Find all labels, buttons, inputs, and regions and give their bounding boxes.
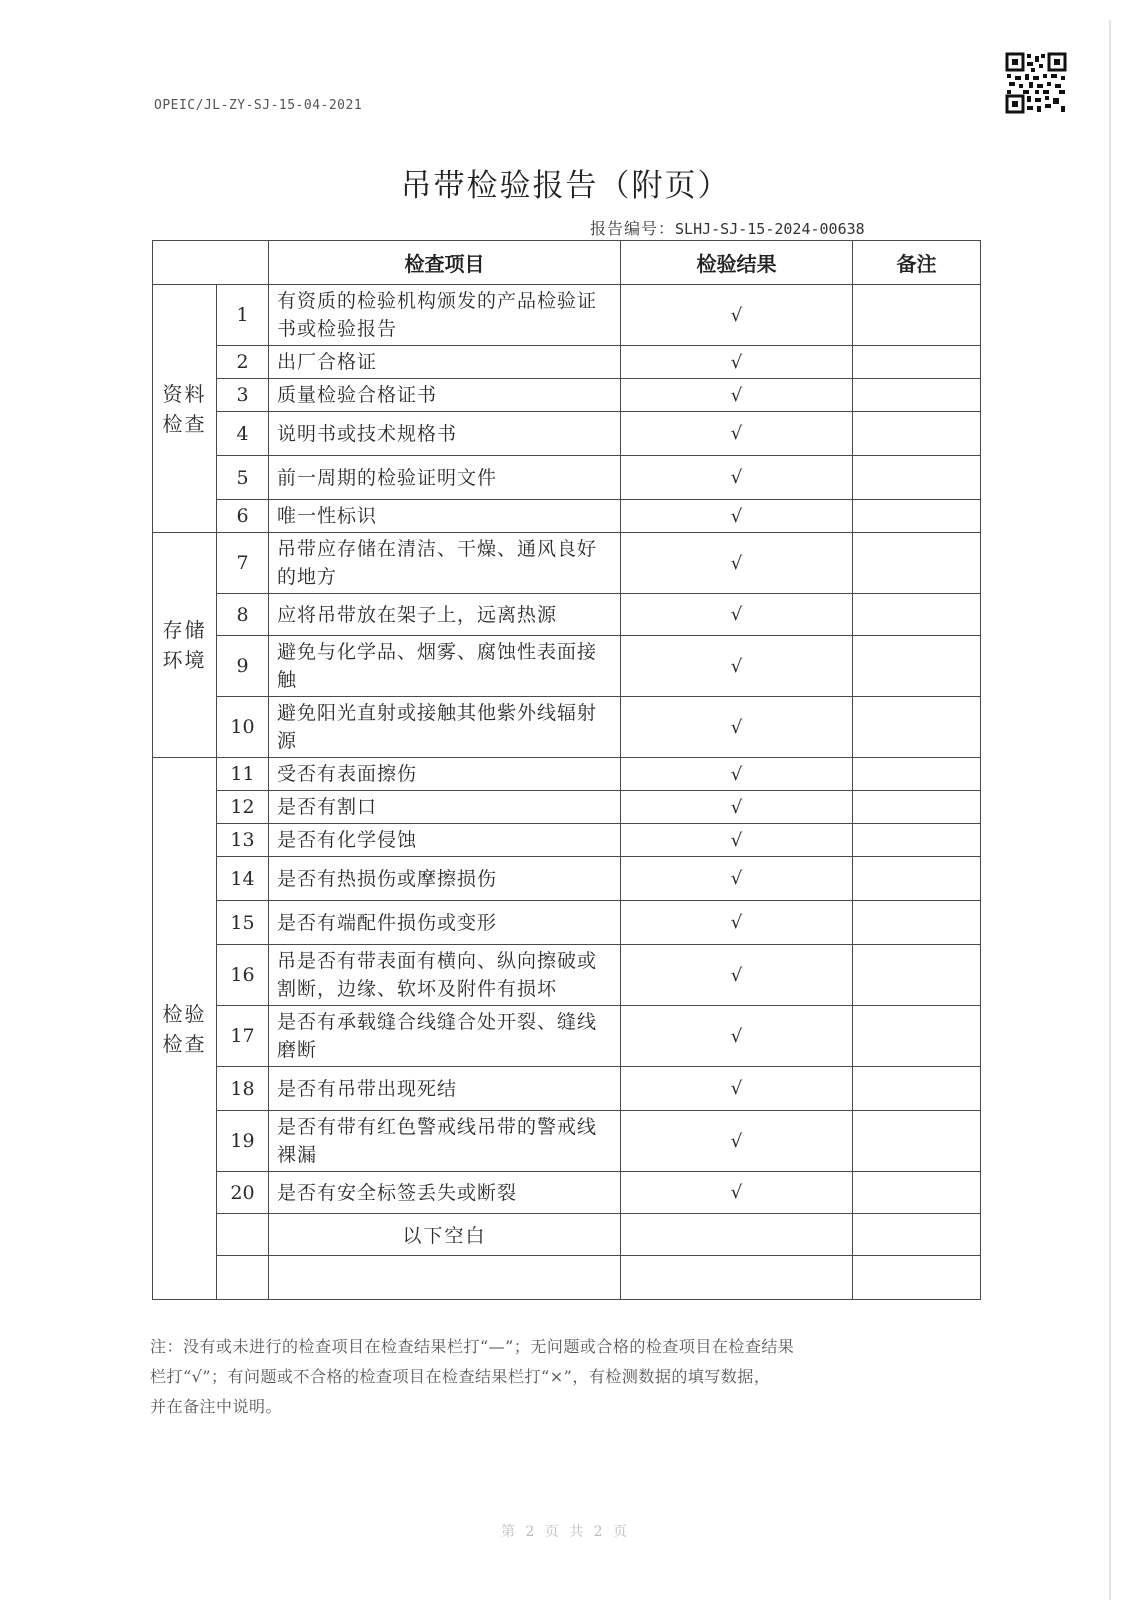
check-result: √ [621,379,853,412]
check-item: 有资质的检验机构颁发的产品检验证书或检验报告 [269,285,621,346]
check-item: 质量检验合格证书 [269,379,621,412]
document-code: OPEIC/JL-ZY-SJ-15-04-2021 [154,98,363,113]
check-result: √ [621,791,853,824]
table-header-row [153,241,981,285]
category-cell: 检验检查 [153,758,217,1300]
remark-cell [853,412,981,456]
table-row [153,1111,981,1172]
remark-cell [853,636,981,697]
remark-cell [853,285,981,346]
check-item: 避免阳光直射或接触其他紫外线辐射源 [269,697,621,758]
check-result: √ [621,1067,853,1111]
footnote-line: 并在备注中说明。 [150,1397,283,1416]
row-number: 2 [217,346,269,379]
row-number: 16 [217,945,269,1006]
scan-edge [1109,20,1111,1600]
check-result: √ [621,346,853,379]
remark-cell [853,824,981,857]
check-result: √ [621,945,853,1006]
check-result: √ [621,758,853,791]
page-title: 吊带检验报告（附页） [400,168,731,204]
row-number: 4 [217,412,269,456]
category-cell: 存储环境 [153,533,217,758]
table-row [153,945,981,1006]
category-cell: 资料检查 [153,285,217,533]
inspection-table [152,240,981,1300]
report-number-value: SLHJ-SJ-15-2024-00638 [675,220,865,238]
remark-cell [853,1111,981,1172]
check-result: √ [621,1111,853,1172]
row-number: 17 [217,1006,269,1067]
row-number: 6 [217,500,269,533]
header-remark: 备注 [853,241,981,285]
row-number: 11 [217,758,269,791]
table-row [153,594,981,636]
report-number-label: 报告编号： [590,219,676,238]
table-row [153,901,981,945]
check-result: √ [621,533,853,594]
remark-cell [853,1214,981,1256]
footnote-line: 注：没有或未进行的检查项目在检查结果栏打“—”；无问题或合格的检查项目在检查结果 [150,1337,795,1356]
footnote-line: 栏打“√”；有问题或不合格的检查项目在检查结果栏打“×”，有检测数据的填写数据， [150,1367,771,1386]
row-number [217,1256,269,1300]
row-number: 13 [217,824,269,857]
table-row [153,857,981,901]
qr-code-icon [1005,52,1067,114]
row-number: 7 [217,533,269,594]
check-item: 出厂合格证 [269,346,621,379]
check-item [269,1256,621,1300]
check-item: 唯一性标识 [269,500,621,533]
remark-cell [853,901,981,945]
check-item: 是否有吊带出现死结 [269,1067,621,1111]
remark-cell [853,456,981,500]
check-item: 是否有热损伤或摩擦损伤 [269,857,621,901]
check-result: √ [621,285,853,346]
table-row [153,1067,981,1111]
check-result: √ [621,636,853,697]
header-result: 检验结果 [621,241,853,285]
check-result: √ [621,500,853,533]
remark-cell [853,791,981,824]
check-result: √ [621,901,853,945]
check-result: √ [621,824,853,857]
table-row [153,697,981,758]
check-item: 前一周期的检验证明文件 [269,456,621,500]
row-number: 20 [217,1172,269,1214]
table-row [153,791,981,824]
remark-cell [853,1067,981,1111]
table-row [153,758,981,791]
check-item: 是否有承载缝合线缝合处开裂、缝线磨断 [269,1006,621,1067]
footnote [150,1332,940,1422]
table-row [153,1006,981,1067]
table-row [153,533,981,594]
row-number: 14 [217,857,269,901]
remark-cell [853,1006,981,1067]
remark-cell [853,594,981,636]
check-item: 说明书或技术规格书 [269,412,621,456]
table-row [153,285,981,346]
report-number [590,216,865,239]
table-row [153,412,981,456]
check-result: √ [621,412,853,456]
check-item: 受否有表面擦伤 [269,758,621,791]
remark-cell [853,346,981,379]
check-result: √ [621,857,853,901]
check-item: 是否有带有红色警戒线吊带的警戒线裸漏 [269,1111,621,1172]
check-result: √ [621,456,853,500]
table-row [153,1256,981,1300]
check-item: 避免与化学品、烟雾、腐蚀性表面接触 [269,636,621,697]
row-number: 5 [217,456,269,500]
row-number: 1 [217,285,269,346]
row-number: 3 [217,379,269,412]
row-number: 9 [217,636,269,697]
table-row [153,379,981,412]
blank-marker: 以下空白 [269,1214,621,1256]
check-result: √ [621,697,853,758]
table-row [153,456,981,500]
row-number: 8 [217,594,269,636]
row-number [217,1214,269,1256]
check-item: 是否有安全标签丢失或断裂 [269,1172,621,1214]
remark-cell [853,758,981,791]
header-empty-cell [153,241,269,285]
table-row [153,636,981,697]
row-number: 10 [217,697,269,758]
check-result: √ [621,1006,853,1067]
check-item: 吊带应存储在清洁、干燥、通风良好的地方 [269,533,621,594]
remark-cell [853,379,981,412]
remark-cell [853,500,981,533]
remark-cell [853,945,981,1006]
table-row [153,824,981,857]
check-result: √ [621,594,853,636]
check-result [621,1256,853,1300]
page-number: 第 2 页 共 2 页 [500,1524,631,1540]
row-number: 15 [217,901,269,945]
row-number: 18 [217,1067,269,1111]
remark-cell [853,857,981,901]
check-item: 是否有割口 [269,791,621,824]
remark-cell [853,1172,981,1214]
row-number: 12 [217,791,269,824]
check-result: √ [621,1172,853,1214]
check-result [621,1214,853,1256]
remark-cell [853,697,981,758]
header-item: 检查项目 [269,241,621,285]
table-row [153,500,981,533]
check-item: 应将吊带放在架子上，远离热源 [269,594,621,636]
check-item: 是否有端配件损伤或变形 [269,901,621,945]
remark-cell [853,533,981,594]
table-row [153,346,981,379]
table-row [153,1214,981,1256]
remark-cell [853,1256,981,1300]
row-number: 19 [217,1111,269,1172]
check-item: 是否有化学侵蚀 [269,824,621,857]
table-row [153,1172,981,1214]
check-item: 吊是否有带表面有横向、纵向擦破或割断，边缘、软坏及附件有损坏 [269,945,621,1006]
